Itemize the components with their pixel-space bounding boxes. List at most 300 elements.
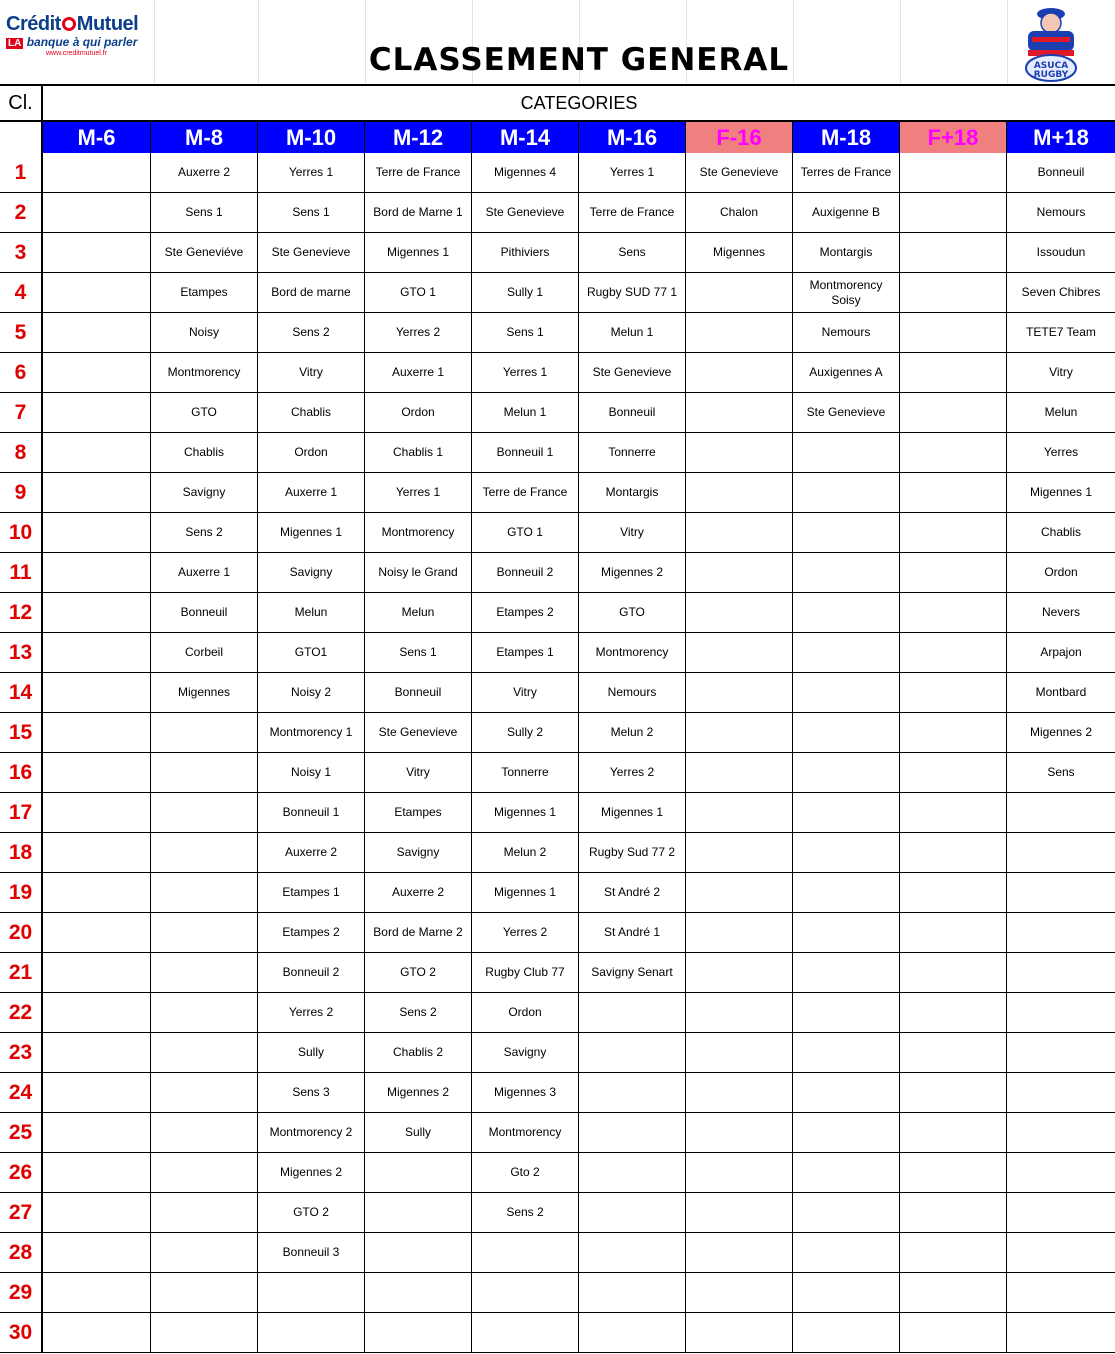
table-cell: Nevers bbox=[1041, 605, 1080, 619]
table-cell bbox=[793, 713, 900, 752]
table-cell bbox=[151, 1313, 258, 1352]
page-title: CLASSEMENT GENERAL bbox=[368, 42, 790, 78]
table-cell bbox=[686, 593, 793, 632]
table-cell bbox=[43, 993, 151, 1032]
table-cell: Chablis bbox=[1040, 525, 1082, 539]
rank-number: 7 bbox=[0, 393, 43, 432]
table-cell: Seven Chibres bbox=[1021, 285, 1101, 299]
table-cell bbox=[43, 193, 151, 232]
table-cell: Vitry bbox=[1049, 365, 1073, 379]
table-cell bbox=[686, 1073, 793, 1112]
table-cell: Sens bbox=[1047, 765, 1075, 779]
table-cell: Sens 2 bbox=[258, 313, 365, 352]
sponsor-la-badge: LA bbox=[8, 38, 22, 49]
svg-text:RUGBY: RUGBY bbox=[1033, 70, 1069, 80]
table-cell: Noisy le Grand bbox=[365, 553, 472, 592]
table-cell: Savigny bbox=[258, 553, 365, 592]
table-cell bbox=[365, 1193, 472, 1232]
table-cell bbox=[900, 433, 1007, 472]
table-cell bbox=[43, 1113, 151, 1152]
table-cell: Migennes 1 bbox=[365, 233, 472, 272]
table-row bbox=[0, 673, 1115, 713]
table-cell: Melun bbox=[258, 593, 365, 632]
table-row bbox=[0, 1313, 1115, 1353]
table-cell bbox=[686, 1153, 793, 1192]
table-cell bbox=[151, 1233, 258, 1272]
table-cell bbox=[900, 313, 1007, 352]
table-cell: Bonneuil bbox=[365, 673, 472, 712]
table-cell bbox=[900, 1113, 1007, 1152]
table-cell bbox=[43, 713, 151, 752]
rank-number: 14 bbox=[0, 673, 43, 712]
table-cell: Bord de Marne 1 bbox=[365, 193, 472, 232]
table-cell bbox=[686, 913, 793, 952]
table-cell: Issoudun bbox=[1036, 245, 1086, 259]
table-cell bbox=[1007, 1073, 1115, 1112]
table-row bbox=[0, 273, 1115, 313]
table-cell bbox=[793, 593, 900, 632]
table-cell: Sens 1 bbox=[258, 193, 365, 232]
table-cell bbox=[43, 473, 151, 512]
table-cell bbox=[365, 1153, 472, 1192]
table-cell bbox=[900, 793, 1007, 832]
categories-heading: CATEGORIES bbox=[520, 92, 638, 113]
table-cell bbox=[900, 713, 1007, 752]
table-cell bbox=[900, 993, 1007, 1032]
table-row bbox=[0, 1033, 1115, 1073]
table-cell bbox=[151, 1073, 258, 1112]
table-cell: Sens 3 bbox=[258, 1073, 365, 1112]
rank-number: 28 bbox=[0, 1233, 43, 1272]
table-cell: Tonnerre bbox=[472, 753, 579, 792]
table-row bbox=[0, 433, 1115, 473]
rank-number: 18 bbox=[0, 833, 43, 872]
table-cell: Migennes 3 bbox=[472, 1073, 579, 1112]
rank-number: 27 bbox=[0, 1193, 43, 1232]
table-cell bbox=[900, 233, 1007, 272]
table-row bbox=[0, 1233, 1115, 1273]
table-cell bbox=[793, 1273, 900, 1312]
table-cell: Etampes 1 bbox=[472, 633, 579, 672]
table-cell: Sens 1 bbox=[365, 633, 472, 672]
table-cell: Terres de France bbox=[793, 153, 900, 192]
table-cell bbox=[900, 833, 1007, 872]
table-cell: Yerres 2 bbox=[258, 993, 365, 1032]
table-cell: Terre de France bbox=[472, 473, 579, 512]
table-cell bbox=[686, 433, 793, 472]
table-cell bbox=[900, 353, 1007, 392]
table-row bbox=[0, 833, 1115, 873]
table-cell bbox=[1007, 833, 1115, 872]
table-cell: Savigny bbox=[365, 833, 472, 872]
table-cell bbox=[793, 873, 900, 912]
table-cell: Montmorency 2 bbox=[258, 1113, 365, 1152]
table-cell bbox=[43, 1193, 151, 1232]
table-cell bbox=[686, 673, 793, 712]
table-cell: Montmorency bbox=[365, 513, 472, 552]
table-cell bbox=[686, 873, 793, 912]
table-cell bbox=[43, 1273, 151, 1312]
table-cell: Migennes 2 bbox=[365, 1073, 472, 1112]
table-cell: Montmorency Soisy bbox=[793, 273, 900, 312]
table-cell bbox=[793, 993, 900, 1032]
table-cell bbox=[43, 433, 151, 472]
table-cell bbox=[579, 1113, 686, 1152]
table-cell bbox=[151, 1033, 258, 1072]
rank-number: 21 bbox=[0, 953, 43, 992]
table-cell: Sens 2 bbox=[365, 993, 472, 1032]
table-cell bbox=[900, 673, 1007, 712]
table-cell: Bonneuil 1 bbox=[258, 793, 365, 832]
table-cell bbox=[579, 1033, 686, 1072]
table-cell bbox=[258, 1313, 365, 1352]
table-cell: Migennes bbox=[151, 673, 258, 712]
table-cell: Sens 1 bbox=[151, 193, 258, 232]
rank-number: 30 bbox=[0, 1313, 43, 1352]
table-cell: Chalon bbox=[686, 193, 793, 232]
table-cell bbox=[43, 353, 151, 392]
table-cell bbox=[43, 593, 151, 632]
category-header-row bbox=[0, 120, 1115, 153]
category-header-mplus18: M+18 bbox=[1007, 122, 1115, 153]
table-cell bbox=[43, 393, 151, 432]
table-cell bbox=[686, 273, 793, 312]
table-row bbox=[0, 593, 1115, 633]
rank-number: 17 bbox=[0, 793, 43, 832]
table-row bbox=[0, 1273, 1115, 1313]
table-cell bbox=[686, 473, 793, 512]
table-row bbox=[0, 873, 1115, 913]
table-cell bbox=[900, 1273, 1007, 1312]
table-cell: Sully bbox=[258, 1033, 365, 1072]
table-row bbox=[0, 313, 1115, 353]
table-cell bbox=[43, 753, 151, 792]
table-cell bbox=[793, 1313, 900, 1352]
table-cell bbox=[793, 1153, 900, 1192]
table-cell bbox=[579, 1273, 686, 1312]
table-row bbox=[0, 1153, 1115, 1193]
table-cell: Savigny bbox=[472, 1033, 579, 1072]
table-cell bbox=[900, 513, 1007, 552]
table-cell bbox=[151, 713, 258, 752]
table-cell: Migennes 1 bbox=[579, 793, 686, 832]
table-cell bbox=[793, 753, 900, 792]
table-cell: Chablis bbox=[151, 433, 258, 472]
table-cell: Etampes bbox=[365, 793, 472, 832]
table-cell bbox=[793, 1033, 900, 1072]
table-cell: Etampes 2 bbox=[258, 913, 365, 952]
table-cell: Auxerre 2 bbox=[258, 833, 365, 872]
table-cell bbox=[1007, 1153, 1115, 1192]
table-cell bbox=[472, 1233, 579, 1272]
rank-number: 12 bbox=[0, 593, 43, 632]
table-row bbox=[0, 393, 1115, 433]
table-cell bbox=[793, 833, 900, 872]
table-cell: GTO 1 bbox=[472, 513, 579, 552]
table-cell: Migennes 4 bbox=[472, 153, 579, 192]
table-cell bbox=[900, 1313, 1007, 1352]
table-cell bbox=[900, 153, 1007, 192]
table-cell bbox=[686, 753, 793, 792]
table-cell: St André 1 bbox=[579, 913, 686, 952]
table-cell bbox=[579, 1233, 686, 1272]
table-cell: Melun bbox=[365, 593, 472, 632]
table-cell bbox=[43, 1313, 151, 1352]
sponsor-tagline: banque à qui parler bbox=[26, 35, 138, 49]
header-divider bbox=[900, 0, 901, 85]
table-cell bbox=[900, 273, 1007, 312]
rank-number: 20 bbox=[0, 913, 43, 952]
table-row bbox=[0, 913, 1115, 953]
table-cell bbox=[793, 513, 900, 552]
sponsor-logo bbox=[6, 12, 156, 60]
sponsor-url: www.creditmutuel.fr bbox=[46, 50, 108, 57]
table-cell: Montargis bbox=[793, 233, 900, 272]
table-cell bbox=[43, 1033, 151, 1072]
table-cell: Bonneuil bbox=[1037, 165, 1085, 179]
category-header-m-12: M-12 bbox=[365, 122, 472, 153]
table-cell bbox=[900, 1193, 1007, 1232]
header-divider bbox=[1007, 0, 1008, 85]
table-cell: Bord de Marne 2 bbox=[365, 913, 472, 952]
table-cell: Savigny Senart bbox=[579, 953, 686, 992]
table-cell bbox=[151, 793, 258, 832]
table-cell: Auxerre 1 bbox=[365, 353, 472, 392]
category-header-f-16: F-16 bbox=[686, 122, 793, 153]
table-cell bbox=[793, 1193, 900, 1232]
table-cell: Vitry bbox=[365, 753, 472, 792]
table-cell: GTO 2 bbox=[365, 953, 472, 992]
table-cell bbox=[900, 753, 1007, 792]
page-header bbox=[0, 0, 1115, 85]
category-header-m-16: M-16 bbox=[579, 122, 686, 153]
table-cell bbox=[1007, 793, 1115, 832]
table-cell: Rugby Club 77 bbox=[472, 953, 579, 992]
table-cell: Migennes 2 bbox=[579, 553, 686, 592]
table-cell: Vitry bbox=[579, 513, 686, 552]
table-cell bbox=[43, 673, 151, 712]
table-row bbox=[0, 993, 1115, 1033]
table-cell bbox=[686, 793, 793, 832]
rank-number: 4 bbox=[0, 273, 43, 312]
table-cell: Vitry bbox=[472, 673, 579, 712]
table-cell: Montbard bbox=[1035, 685, 1087, 699]
table-cell: Chablis 2 bbox=[365, 1033, 472, 1072]
table-row bbox=[0, 1113, 1115, 1153]
table-cell bbox=[43, 913, 151, 952]
table-cell: Arpajon bbox=[1040, 645, 1082, 659]
category-header-m-18: M-18 bbox=[793, 122, 900, 153]
table-cell bbox=[579, 993, 686, 1032]
table-cell bbox=[472, 1313, 579, 1352]
table-cell: Bonneuil 3 bbox=[258, 1233, 365, 1272]
table-cell bbox=[900, 1073, 1007, 1112]
svg-text:ASUCA: ASUCA bbox=[1033, 61, 1069, 71]
table-cell bbox=[900, 1153, 1007, 1192]
table-cell: Chablis bbox=[258, 393, 365, 432]
table-cell: Ste Geneviéve bbox=[151, 233, 258, 272]
sponsor-name-left: Crédit bbox=[6, 13, 61, 35]
table-cell bbox=[43, 1073, 151, 1112]
table-cell: Melun 2 bbox=[472, 833, 579, 872]
table-cell bbox=[43, 233, 151, 272]
rank-number: 22 bbox=[0, 993, 43, 1032]
table-row bbox=[0, 193, 1115, 233]
table-cell bbox=[151, 913, 258, 952]
category-header-m-6: M-6 bbox=[43, 122, 151, 153]
table-cell bbox=[900, 593, 1007, 632]
table-cell: Terre de France bbox=[579, 193, 686, 232]
table-cell: Auxigenne B bbox=[793, 193, 900, 232]
table-cell: Migennes bbox=[686, 233, 793, 272]
category-header-m-14: M-14 bbox=[472, 122, 579, 153]
table-cell: Migennes 2 bbox=[1029, 725, 1093, 739]
table-cell bbox=[151, 1273, 258, 1312]
table-cell: Montmorency bbox=[472, 1113, 579, 1152]
table-cell: Melun 1 bbox=[472, 393, 579, 432]
table-cell bbox=[900, 1033, 1007, 1072]
table-cell bbox=[1007, 1233, 1115, 1272]
table-cell bbox=[43, 153, 151, 192]
table-cell: Auxerre 2 bbox=[151, 153, 258, 192]
rank-number: 26 bbox=[0, 1153, 43, 1192]
table-cell: Migennes 1 bbox=[472, 793, 579, 832]
table-cell bbox=[43, 793, 151, 832]
table-cell: Pithiviers bbox=[472, 233, 579, 272]
rank-number: 2 bbox=[0, 193, 43, 232]
table-cell: Yerres 1 bbox=[579, 153, 686, 192]
table-cell bbox=[793, 953, 900, 992]
table-cell bbox=[579, 1313, 686, 1352]
rank-number: 5 bbox=[0, 313, 43, 352]
table-cell: Melun 2 bbox=[579, 713, 686, 752]
table-row bbox=[0, 513, 1115, 553]
table-cell bbox=[686, 313, 793, 352]
table-cell: Sens 2 bbox=[151, 513, 258, 552]
table-cell bbox=[43, 313, 151, 352]
table-cell bbox=[793, 1233, 900, 1272]
table-cell bbox=[900, 633, 1007, 672]
table-cell bbox=[686, 1113, 793, 1152]
table-cell: Migennes 1 bbox=[1029, 485, 1093, 499]
table-cell: Auxerre 1 bbox=[258, 473, 365, 512]
rank-column-header: Cl. bbox=[0, 86, 43, 120]
table-cell bbox=[686, 993, 793, 1032]
table-cell: GTO 2 bbox=[258, 1193, 365, 1232]
table-cell: Montmorency bbox=[151, 353, 258, 392]
table-cell: Noisy 2 bbox=[258, 673, 365, 712]
table-cell bbox=[43, 273, 151, 312]
table-cell: TETE7 Team bbox=[1026, 325, 1096, 339]
table-row bbox=[0, 1193, 1115, 1233]
table-cell: Yerres bbox=[1043, 445, 1079, 459]
table-cell bbox=[1007, 1033, 1115, 1072]
table-cell bbox=[1007, 913, 1115, 952]
table-cell: Auxigennes A bbox=[793, 353, 900, 392]
table-cell bbox=[686, 513, 793, 552]
table-cell bbox=[1007, 1273, 1115, 1312]
table-cell: Etampes 1 bbox=[258, 873, 365, 912]
table-cell bbox=[793, 433, 900, 472]
table-cell bbox=[43, 513, 151, 552]
table-cell bbox=[43, 873, 151, 912]
table-cell: Ste Genevieve bbox=[365, 713, 472, 752]
table-cell: Montargis bbox=[579, 473, 686, 512]
rank-header-spacer bbox=[0, 122, 43, 153]
table-cell bbox=[579, 1153, 686, 1192]
table-cell: Chablis 1 bbox=[365, 433, 472, 472]
table-cell: Bonneuil 2 bbox=[258, 953, 365, 992]
asuc-rugby-mascot-icon bbox=[1018, 6, 1084, 82]
table-cell: Sully 1 bbox=[472, 273, 579, 312]
table-cell: Sully 2 bbox=[472, 713, 579, 752]
table-cell bbox=[686, 393, 793, 432]
table-cell bbox=[686, 713, 793, 752]
table-cell bbox=[686, 953, 793, 992]
table-cell bbox=[686, 1193, 793, 1232]
table-row bbox=[0, 353, 1115, 393]
table-cell bbox=[900, 553, 1007, 592]
table-cell bbox=[151, 953, 258, 992]
table-cell bbox=[793, 1113, 900, 1152]
table-cell bbox=[686, 553, 793, 592]
table-cell bbox=[43, 1153, 151, 1192]
table-cell: St André 2 bbox=[579, 873, 686, 912]
table-cell: Ordon bbox=[258, 433, 365, 472]
table-cell bbox=[900, 873, 1007, 912]
rank-number: 6 bbox=[0, 353, 43, 392]
table-cell: Yerres 1 bbox=[472, 353, 579, 392]
table-cell: Sens 1 bbox=[472, 313, 579, 352]
table-cell: Migennes 1 bbox=[472, 873, 579, 912]
table-cell: Gto 2 bbox=[472, 1153, 579, 1192]
rank-number: 25 bbox=[0, 1113, 43, 1152]
table-cell: Ste Genevieve bbox=[793, 393, 900, 432]
table-cell bbox=[151, 1193, 258, 1232]
table-cell bbox=[151, 753, 258, 792]
table-cell bbox=[43, 633, 151, 672]
table-cell bbox=[151, 833, 258, 872]
table-cell bbox=[793, 1073, 900, 1112]
rank-number: 3 bbox=[0, 233, 43, 272]
category-header-m-8: M-8 bbox=[151, 122, 258, 153]
rank-number: 16 bbox=[0, 753, 43, 792]
rank-number: 19 bbox=[0, 873, 43, 912]
table-cell: Ste Genevieve bbox=[579, 353, 686, 392]
rank-number: 9 bbox=[0, 473, 43, 512]
table-cell: Ste Genevieve bbox=[686, 153, 793, 192]
table-cell bbox=[151, 993, 258, 1032]
table-cell: Nemours bbox=[793, 313, 900, 352]
table-cell bbox=[258, 1273, 365, 1312]
rank-number: 10 bbox=[0, 513, 43, 552]
table-cell bbox=[579, 1193, 686, 1232]
table-cell: Yerres 2 bbox=[472, 913, 579, 952]
table-row bbox=[0, 233, 1115, 273]
table-cell: Montmorency bbox=[579, 633, 686, 672]
table-cell: Auxerre 1 bbox=[151, 553, 258, 592]
table-row bbox=[0, 153, 1115, 193]
table-cell: Migennes 2 bbox=[258, 1153, 365, 1192]
rank-number: 8 bbox=[0, 433, 43, 472]
table-cell: Yerres 2 bbox=[579, 753, 686, 792]
table-cell bbox=[793, 913, 900, 952]
category-header-fplus18: F+18 bbox=[900, 122, 1007, 153]
table-cell: Yerres 2 bbox=[365, 313, 472, 352]
table-cell: Rugby Sud 77 2 bbox=[579, 833, 686, 872]
rank-number: 24 bbox=[0, 1073, 43, 1112]
table-cell: Rugby SUD 77 1 bbox=[579, 273, 686, 312]
